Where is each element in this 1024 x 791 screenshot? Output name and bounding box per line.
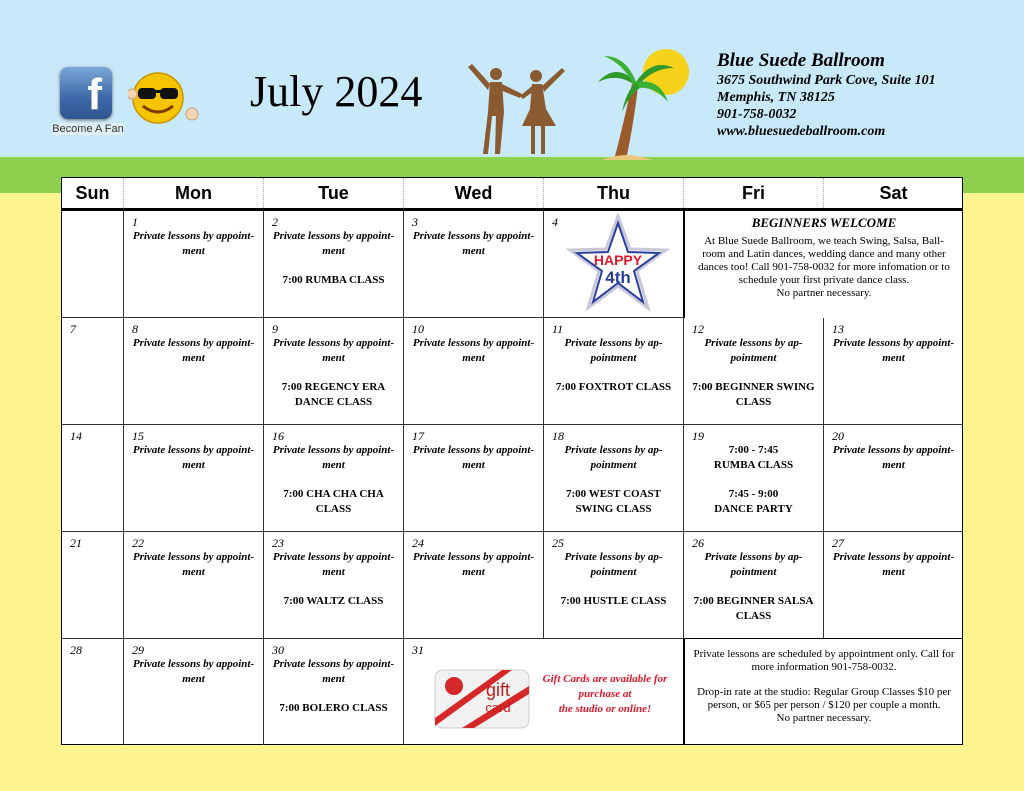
day-number: 12 (692, 322, 704, 336)
gift-card-text-2: card (485, 700, 511, 715)
day-cell-17[interactable] (404, 425, 544, 532)
private-lessons-note: Private lessons by ap-pointment (704, 337, 803, 364)
private-lessons-note: Private lessons by appoint-ment (272, 658, 395, 685)
happy-text: HAPPY (593, 252, 643, 268)
class-name: RUMBA CLASS (713, 459, 794, 471)
facebook-icon[interactable] (60, 67, 112, 119)
day-number: 28 (70, 643, 82, 657)
private-lessons-note: Private lessons by appoint-ment (272, 551, 395, 578)
pricing-dropin-text: Drop-in rate at the studio: Regular Group Classes $10 per person, or $65 per person / $120 per couple a month. (697, 686, 951, 711)
beginners-welcome-box (683, 208, 963, 318)
private-lessons-note: Private lessons by appoint-ment (832, 337, 955, 364)
gift-card-text-1: gift (485, 680, 511, 700)
day-cell-26[interactable] (684, 532, 824, 639)
day-number: 7 (70, 322, 76, 336)
dancing-couple-icon (462, 54, 572, 160)
day-number: 11 (552, 322, 564, 336)
day-cell-18[interactable] (544, 425, 684, 532)
day-cell-19[interactable] (684, 425, 824, 532)
address-line-1: 3675 Southwind Park Cove, Suite 101 (717, 73, 936, 88)
day-cell-1[interactable] (124, 211, 264, 318)
day-number: 8 (132, 322, 138, 336)
private-lessons-note: Private lessons by appoint-ment (412, 444, 535, 471)
day-number: 27 (832, 536, 844, 550)
day-number: 1 (132, 215, 138, 229)
become-a-fan-link[interactable]: Become A Fan (52, 123, 124, 135)
weekday-mon: Mon (124, 178, 264, 208)
day-number: 13 (832, 322, 844, 336)
palm-tree-sun-icon (596, 42, 696, 164)
weekday-fri: Fri (684, 178, 824, 208)
private-lessons-note: Private lessons by appoint-ment (832, 551, 955, 578)
weekday-sun: Sun (62, 178, 124, 208)
private-lessons-note: Private lessons by appoint-ment (272, 444, 395, 471)
day-number: 20 (832, 429, 844, 443)
weekday-tue: Tue (264, 178, 404, 208)
class-name: DANCE PARTY (714, 503, 793, 515)
day-number: 15 (132, 429, 144, 443)
day-cell-27[interactable] (824, 532, 963, 639)
gift-line-2: purchase at (578, 688, 632, 700)
day-cell-23[interactable] (264, 532, 404, 639)
private-lessons-note: Private lessons by appoint-ment (132, 444, 255, 471)
day-cell-2[interactable] (264, 211, 404, 318)
calendar-grid (61, 177, 963, 745)
day-cell-21[interactable] (62, 532, 124, 639)
day-cell-9[interactable] (264, 318, 404, 425)
pricing-info-box (683, 638, 963, 745)
private-lessons-note: Private lessons by ap-pointment (564, 551, 663, 578)
studio-info (717, 50, 936, 140)
day-cell-10[interactable] (404, 318, 544, 425)
day-number: 18 (552, 429, 564, 443)
day-number: 9 (272, 322, 278, 336)
day-cell-3[interactable] (404, 211, 544, 318)
phone-number[interactable]: 901-758-0032 (717, 107, 797, 122)
day-number: 26 (692, 536, 704, 550)
beginners-title: BEGINNERS WELCOME (751, 215, 897, 230)
class-name: 7:00 BEGINNER SWING CLASS (692, 381, 815, 408)
day-number: 16 (272, 429, 284, 443)
month-title: July 2024 (250, 67, 423, 116)
private-lessons-note: Private lessons by appoint-ment (832, 444, 955, 471)
day-cell-24[interactable] (404, 532, 544, 639)
class-time: 7:00 - 7:45 (728, 444, 779, 456)
day-number: 23 (272, 536, 284, 550)
class-name: 7:00 HUSTLE CLASS (560, 595, 667, 607)
class-name: 7:00 FOXTROT CLASS (555, 381, 672, 393)
day-number: 14 (70, 429, 82, 443)
class-name: 7:00 RUMBA CLASS (282, 274, 385, 286)
gift-card-icon[interactable] (432, 666, 532, 738)
class-name: 7:00 BEGINNER SALSA CLASS (693, 595, 814, 622)
day-number: 30 (272, 643, 284, 657)
beginners-text: At Blue Suede Ballroom, we teach Swing, Salsa, Ball-room and Latin dances, wedding dance and many other dances too! Call 901-758-0032 for more infomation or to schedule your first private dance class. (698, 235, 950, 286)
private-lessons-note: Private lessons by appoint-ment (272, 230, 395, 257)
day-number: 4 (552, 215, 558, 229)
private-lessons-note: Private lessons by appoint-ment (272, 337, 395, 364)
day-cell-22[interactable] (124, 532, 264, 639)
class-name: 7:00 WEST COAST SWING CLASS (566, 488, 661, 515)
private-lessons-note: Private lessons by ap-pointment (564, 444, 663, 471)
private-lessons-note: Private lessons by appoint-ment (412, 551, 535, 578)
happy-4th-star-icon (566, 213, 670, 313)
weekday-sat: Sat (879, 183, 908, 203)
day-number: 21 (70, 536, 82, 550)
private-lessons-note: Private lessons by appoint-ment (412, 337, 535, 364)
beginners-note: No partner necessary. (776, 287, 872, 299)
day-cell-30[interactable] (264, 639, 404, 745)
fourth-text: 4th (605, 268, 631, 287)
day-number: 25 (552, 536, 564, 550)
pricing-note: No partner necessary. (776, 712, 872, 724)
day-cell-12[interactable] (684, 318, 824, 425)
class-time: 7:45 - 9:00 (728, 488, 779, 500)
facebook-letter: f (87, 70, 102, 119)
day-number: 10 (412, 322, 424, 336)
class-name: 7:00 BOLERO CLASS (279, 702, 388, 714)
day-cell-15[interactable] (124, 425, 264, 532)
gift-card-promo (530, 672, 680, 717)
class-name: 7:00 CHA CHA CHA CLASS (283, 488, 384, 515)
class-name: 7:00 REGENCY ERA DANCE CLASS (281, 381, 386, 408)
day-number: 2 (272, 215, 278, 229)
private-lessons-note: Private lessons by appoint-ment (412, 230, 535, 257)
day-number: 19 (692, 429, 704, 443)
private-lessons-note: Private lessons by appoint-ment (132, 230, 255, 257)
day-number: 24 (412, 536, 424, 550)
weekday-wed: Wed (404, 178, 544, 208)
weekday-thu: Thu (544, 178, 684, 208)
day-number: 22 (132, 536, 144, 550)
day-number: 31 (412, 643, 424, 657)
day-cell-13[interactable] (824, 318, 963, 425)
gift-line-1: Gift Cards are available for (542, 673, 668, 685)
cool-smiley-icon (128, 70, 200, 126)
day-cell-11[interactable] (544, 318, 684, 425)
day-cell-16[interactable] (264, 425, 404, 532)
day-number: 17 (412, 429, 424, 443)
day-cell-empty (62, 211, 124, 318)
day-cell-7[interactable] (62, 318, 124, 425)
day-cell-14[interactable] (62, 425, 124, 532)
day-cell-28[interactable] (62, 639, 124, 745)
day-number: 29 (132, 643, 144, 657)
private-lessons-note: Private lessons by appoint-ment (132, 551, 255, 578)
private-lessons-note: Private lessons by appoint-ment (132, 337, 255, 364)
private-lessons-note: Private lessons by appoint-ment (132, 658, 255, 685)
website-link[interactable]: www.bluesuedeballroom.com (717, 124, 886, 139)
class-name: 7:00 WALTZ CLASS (283, 595, 384, 607)
private-lessons-note: Private lessons by ap-pointment (564, 337, 663, 364)
day-cell-20[interactable] (824, 425, 963, 532)
day-cell-8[interactable] (124, 318, 264, 425)
address-line-2: Memphis, TN 38125 (717, 90, 835, 105)
day-cell-25[interactable] (544, 532, 684, 639)
pricing-appointment-text: Private lessons are scheduled by appointment only. Call for more information 901-758-0032. (693, 648, 955, 673)
studio-name: Blue Suede Ballroom (717, 50, 885, 71)
private-lessons-note: Private lessons by ap-pointment (704, 551, 803, 578)
gift-line-3: the studio or online! (558, 703, 652, 715)
day-cell-29[interactable] (124, 639, 264, 745)
day-number: 3 (412, 215, 418, 229)
